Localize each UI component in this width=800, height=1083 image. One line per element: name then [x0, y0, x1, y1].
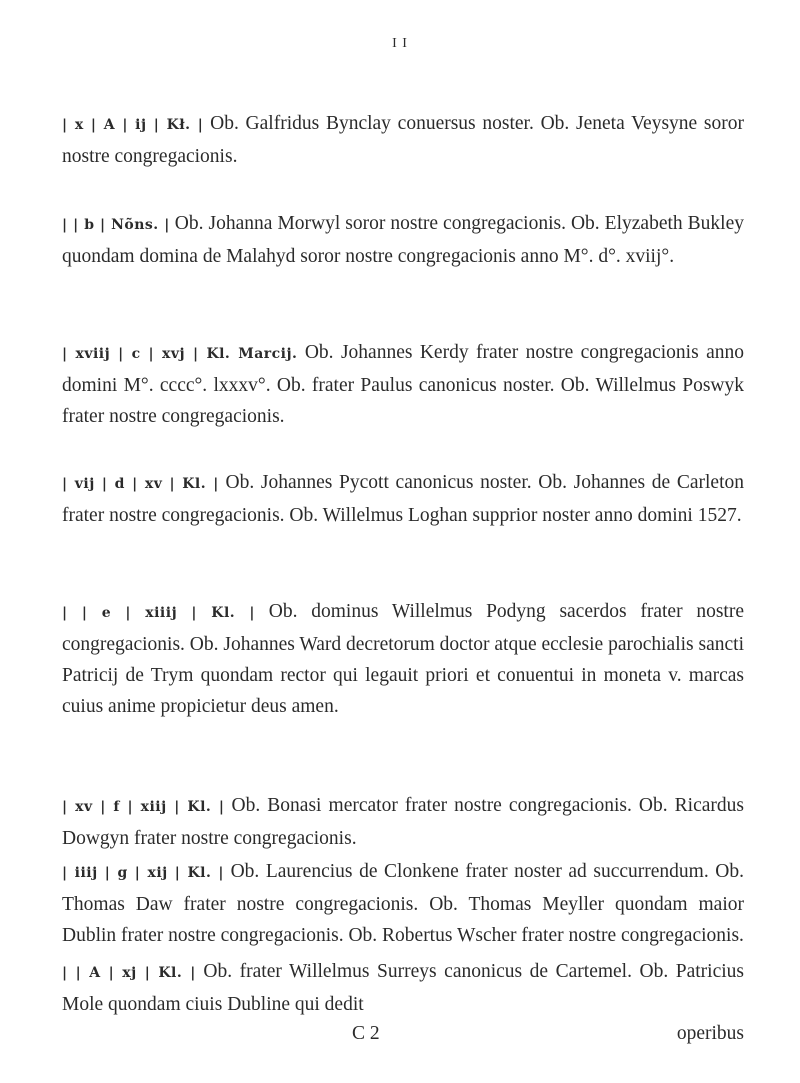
obit-entry-7	[62, 856, 744, 951]
entry-text: Ob. Johannes Kerdy frater nostre congregacionis anno domini M°. cccc°. lxxxv°. Ob. frater Paulus canonicus noster. Ob. Willelmus Poswyk frater nostre congregacionis.	[62, 342, 744, 427]
page-footer	[62, 1018, 744, 1049]
obit-entry-2	[62, 208, 744, 272]
calendar-notation: | | b | Nõns. |	[62, 217, 170, 233]
entry-text: Ob. Laurencius de Clonkene frater noster ad succurrendum. Ob. Thomas Daw frater nostre congregacionis. Ob. Thomas Meyller quondam maior Dublin frater nostre congregacionis. Ob. Robertus Wscher frater nostre congregacionis.	[62, 861, 744, 946]
obit-entry-3	[62, 337, 744, 432]
calendar-notation: | | e | xiiij | Kl. |	[62, 605, 255, 621]
entry-text: Ob. frater Willelmus Surreys canonicus de Cartemel. Ob. Patricius Mole quondam ciuis Dubline qui dedit	[62, 961, 744, 1015]
calendar-notation: | x | A | ij | Kł. |	[62, 117, 204, 133]
page-number: I I	[392, 36, 408, 51]
entry-text: Ob. Johannes Pycott canonicus noster. Ob. Johannes de Carleton frater nostre congregacionis. Ob. Willelmus Loghan supprior noster anno domini 1527.	[62, 472, 744, 526]
calendar-notation: | xviij | c | xvj | Kl. Marcij.	[62, 346, 298, 362]
obit-entry-4	[62, 467, 744, 531]
calendar-notation: | xv | f | xiij | Kl. |	[62, 799, 225, 815]
entry-text: Ob. Galfridus Bynclay conuersus noster. Ob. Jeneta Veysyne soror nostre congregacionis.	[62, 113, 744, 167]
entry-text: Ob. Johanna Morwyl soror nostre congregacionis. Ob. Elyzabeth Bukley quondam domina de Malahyd soror nostre congregacionis anno M°. d°. xviij°.	[62, 213, 744, 267]
obit-entry-1	[62, 108, 744, 172]
calendar-notation: | vij | d | xv | Kl. |	[62, 476, 219, 492]
entry-text: Ob. Bonasi mercator frater nostre congregacionis. Ob. Ricardus Dowgyn frater nostre congregacionis.	[62, 795, 744, 849]
signature-mark: C 2	[352, 1023, 380, 1044]
calendar-notation: | iiij | g | xij | Kl. |	[62, 865, 224, 881]
catchword: operibus	[676, 1023, 744, 1044]
obit-entry-6	[62, 790, 744, 854]
calendar-notation: | | A | xj | Kl. |	[62, 965, 196, 981]
obit-entry-8	[62, 956, 744, 1020]
entry-text: Ob. dominus Willelmus Podyng sacerdos frater nostre congregacionis. Ob. Johannes Ward decretorum doctor atque ecclesie parochialis sancti Patricij de Trym quondam rector qui legauit priori et conuentui in moneta v. marcas cuius anime propicietur deus amen.	[62, 601, 744, 717]
obit-entry-5	[62, 596, 744, 722]
